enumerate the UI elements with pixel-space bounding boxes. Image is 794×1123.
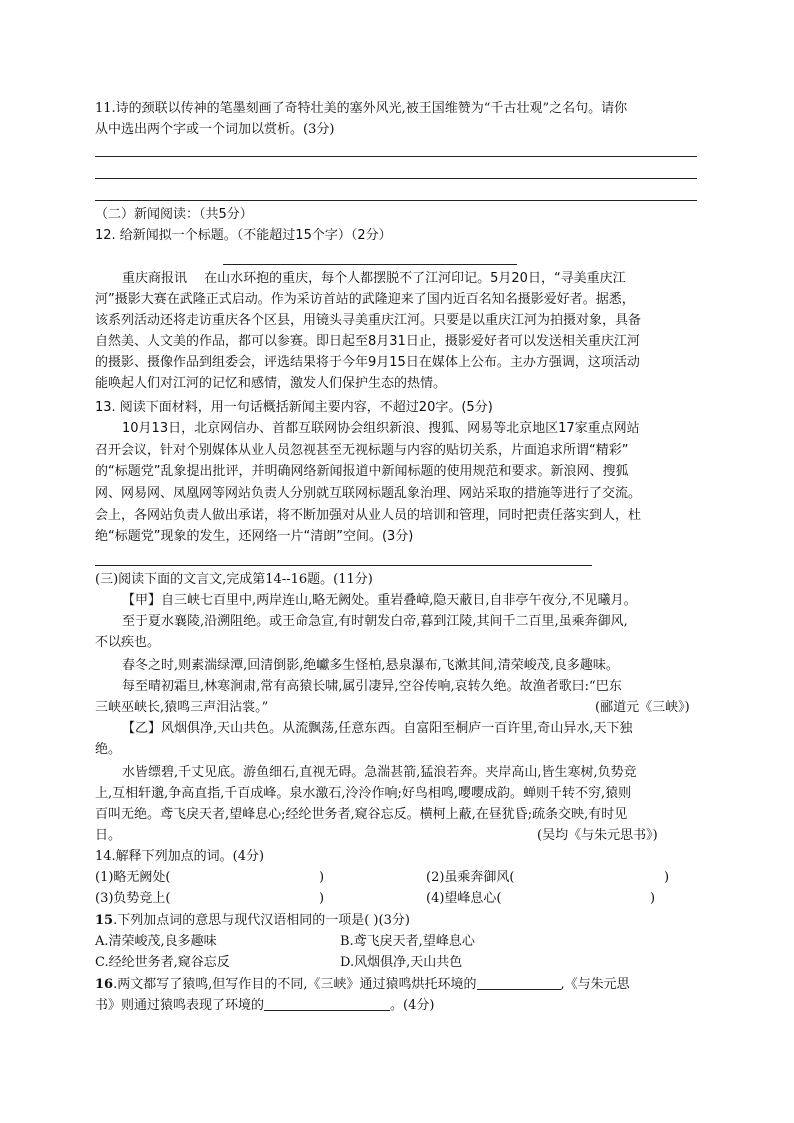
- passage-yi-line: 绝。: [95, 742, 122, 757]
- q14-item-1: (1)略无阙处(: [95, 870, 171, 885]
- q15-option-b: B.鸢飞戾天者,望峰息心: [340, 934, 475, 949]
- q14-item-4-close: ): [650, 891, 656, 906]
- q15-number: 15: [95, 913, 114, 928]
- q16-text-a: .两文都写了猿鸣,但写作目的不同,《三峡》通过猿鸣烘托环境的: [113, 977, 477, 992]
- q13-prompt: 13. 阅读下面材料，用一句话概括新闻主要内容，不超过20字。(5分): [95, 400, 493, 415]
- news-line: 河”摄影大赛在武隆正式启动。作为采访首站的武隆迎来了国内近百名知名摄影爱好者。据悉，: [95, 292, 635, 307]
- q16-text-d: 。(4分): [390, 998, 435, 1013]
- q12-prompt: 12. 给新闻拟一个标题。（不能超过15个字）（2分）: [95, 228, 392, 243]
- q15-option-d: D.风烟俱净,天山共色: [340, 955, 463, 970]
- passage-jia-source: (郦道元《三峡》): [595, 700, 690, 715]
- material-line: 网、网易网、凤凰网等网站负责人分别就互联网标题乱象治理、网站采取的措施等进行了交流。: [95, 486, 642, 501]
- q16-blank-2: [264, 996, 390, 1011]
- passage-jia-line: 春冬之时,则素湍绿潭,回清倒影,绝巘多生怪柏,悬泉瀑布,飞漱其间,清荣峻茂,良多趣味。: [122, 658, 619, 673]
- summary-answer-line: [95, 565, 592, 566]
- news-line: 重庆商报讯 在山水环抱的重庆，每个人都摆脱不了江河印记。5月20日，“寻美重庆江: [122, 271, 626, 286]
- q15-prompt: [95, 911, 410, 931]
- passage-jia-line: 三峡巫峡长,猿鸣三声泪沾裳。”: [95, 700, 269, 715]
- material-line: 会上，各网站负责人做出承诺，将不断加强对从业人员的培训和管理，同时把责任落实到人，杜: [95, 508, 642, 523]
- q11-line2: 从中选出两个字或一个词加以赏析。(3分): [95, 122, 335, 137]
- q16-blank-1: [477, 975, 561, 990]
- q16-text-c: 书》则通过猿鸣表现了环境的: [95, 998, 265, 1013]
- passage-jia-line: 【甲】自三峡七百里中,两岸连山,略无阙处。重岩叠嶂,隐天蔽日,自非亭午夜分,不见曦月。: [122, 593, 637, 608]
- passage-yi-line: 水皆缥碧,千丈见底。游鱼细石,直视无碍。急湍甚箭,猛浪若奔。夹岸高山,皆生寒树,负势竞: [122, 765, 637, 780]
- passage-jia-line: 不以疾也。: [95, 635, 161, 650]
- material-line: 召开会议，针对个别媒体从业人员忽视甚至无视标题与内容的贴切关系，片面追求所谓“精彩”: [95, 443, 629, 458]
- material-line: 的“标题党”乱象提出批评，并明确网络新闻报道中新闻标题的使用规范和要求。新浪网、搜狐: [95, 464, 629, 479]
- passage-yi-line: 上,互相轩邈,争高直指,千百成峰。泉水激石,泠泠作响;好鸟相鸣,嘤嘤成韵。蝉则千转不穷,猿则: [95, 786, 632, 801]
- passage-jia-line: 至于夏水襄陵,沿溯阻绝。或王命急宣,有时朝发白帝,暮到江陵,其间千二百里,虽乘奔御风,: [122, 614, 628, 629]
- q16-line2: [95, 996, 434, 1016]
- answer-line: [95, 178, 697, 179]
- material-line: 绝“标题党”现象的发生，还网络一片“清朗”空间。(3分): [95, 529, 414, 544]
- news-line: 自然美、人文美的作品，都可以参赛。即日起至8月31日止，摄影爱好者可以发送相关重庆江河: [95, 334, 640, 349]
- q16-line1: [95, 975, 630, 995]
- passage-yi-source: (吴均《与朱元思书》): [537, 828, 658, 843]
- passage-yi-line: 百叫无绝。鸢飞戾天者,望峰息心;经纶世务者,窥谷忘反。横柯上蔽,在昼犹昏;疏条交映,有时见: [95, 807, 628, 822]
- q14-item-1-close: ): [319, 870, 325, 885]
- answer-line: [95, 200, 697, 201]
- material-line: 10月13日，北京网信办、首都互联网协会组织新浪、搜狐、网易等北京地区17家重点网站: [122, 421, 640, 436]
- q14-prompt: 14.解释下列加点的词。(4分): [95, 849, 265, 864]
- news-line: 该系列活动还将走访重庆各个区县，用镜头寻美重庆江河。只要是以重庆江河为拍摄对象，具备: [95, 313, 642, 328]
- news-line: 的摄影、摄像作品到组委会，评选结果将于今年9月15日在媒体上公布。主办方强调，这项活动: [95, 355, 640, 370]
- title-answer-line: [223, 264, 517, 265]
- q11-line1: 11.诗的颈联以传神的笔墨刻画了奇特壮美的塞外风光,被王国维赞为“千古壮观”之名句。请你: [95, 101, 628, 116]
- q15-option-c: C.经纶世务者,窥谷忘反: [95, 955, 230, 970]
- q14-item-3: (3)负势竞上(: [95, 891, 171, 906]
- passage-jia-line: 每至晴初霜旦,林寒涧肃,常有高猿长啸,属引凄异,空谷传响,哀转久绝。故渔者歌曰:“巴东: [122, 679, 622, 694]
- q14-item-4: (4)望峰息心(: [426, 891, 502, 906]
- section3-header: (三)阅读下面的文言文,完成第14--16题。(11分): [95, 572, 373, 587]
- passage-yi-line: 【乙】风烟俱净,天山共色。从流飘荡,任意东西。自富阳至桐庐一百许里,奇山异水,天下独: [122, 721, 633, 736]
- q15-option-a: A.清荣峻茂,良多趣味: [95, 934, 217, 949]
- section2-header: （二）新闻阅读：（共5分）: [95, 207, 253, 222]
- passage-yi-line: 日。: [95, 828, 122, 843]
- news-line: 能唤起人们对江河的记忆和感情，激发人们保护生态的热情。: [95, 376, 447, 391]
- q14-item-3-close: ): [319, 891, 325, 906]
- q15-text: .下列加点词的意思与现代汉语相同的一项是( )(3分): [113, 913, 410, 928]
- q14-item-2: (2)虽乘奔御风(: [426, 870, 515, 885]
- q16-number: 16: [95, 977, 114, 992]
- q14-item-2-close: ): [664, 870, 670, 885]
- answer-line: [95, 156, 697, 157]
- q16-text-b: ,《与朱元思: [560, 977, 630, 992]
